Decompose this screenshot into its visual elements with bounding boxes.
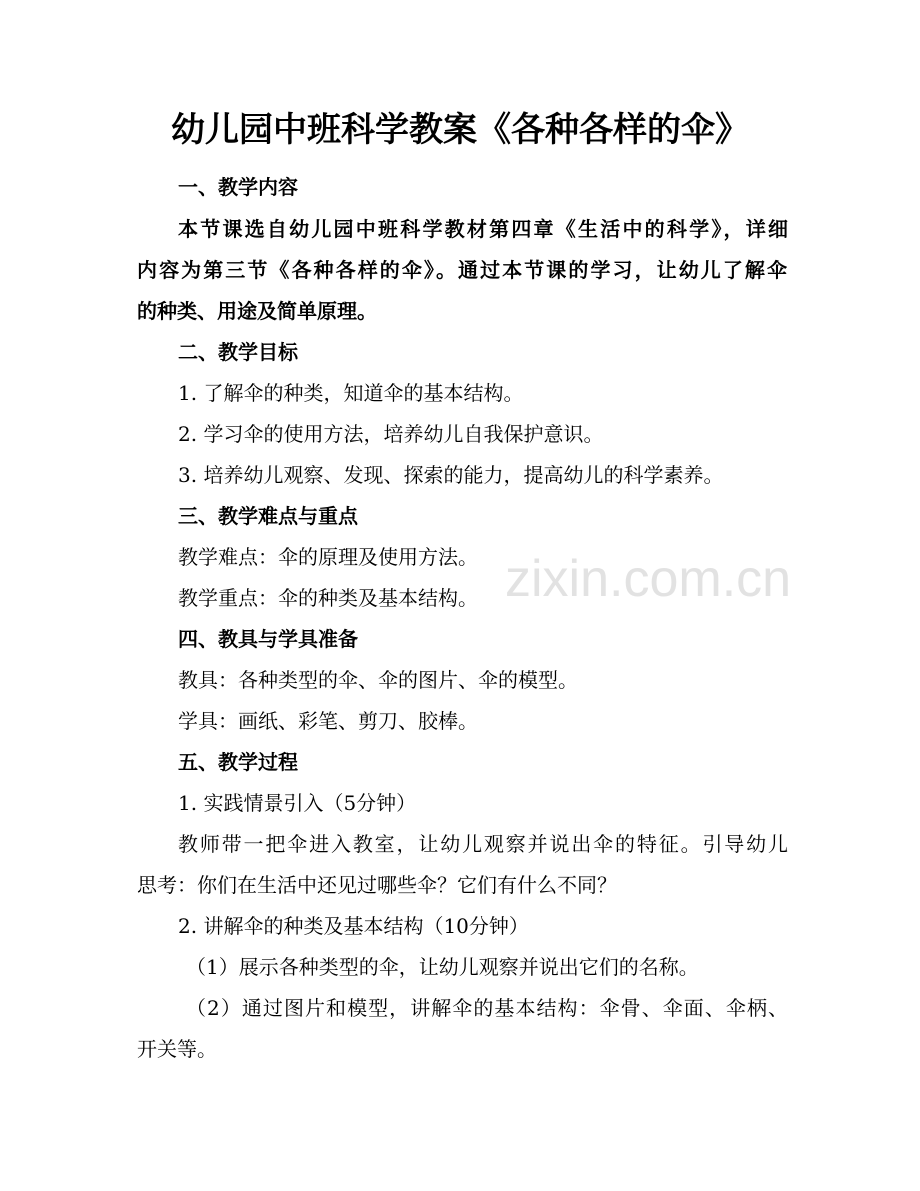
watermark: zixin.com.cn xyxy=(505,550,792,608)
goal-item: 3. 培养幼儿观察、发现、探索的能力，提高幼儿的科学素养。 xyxy=(178,463,724,487)
process-substep: （1）展示各种类型的伞，让幼儿观察并说出它们的名称。 xyxy=(186,955,699,979)
paragraph-line: 本节课选自幼儿园中班科学教材第四章《生活中的科学》，详细 xyxy=(178,217,788,241)
section-heading-difficulty: 三、教学难点与重点 xyxy=(178,504,358,528)
paragraph-line: 教师带一把伞进入教室，让幼儿观察并说出伞的特征。引导幼儿 xyxy=(178,832,788,856)
section-heading-process: 五、教学过程 xyxy=(178,750,298,774)
key-point-line: 教学重点：伞的种类及基本结构。 xyxy=(178,586,478,610)
section-heading-materials: 四、教具与学具准备 xyxy=(178,627,358,651)
paragraph-line: 的种类、用途及简单原理。 xyxy=(137,299,377,323)
difficulty-line: 教学难点：伞的原理及使用方法。 xyxy=(178,545,478,569)
paragraph-line: 开关等。 xyxy=(137,1037,217,1061)
section-heading-goals: 二、教学目标 xyxy=(178,340,298,364)
section-heading-content: 一、教学内容 xyxy=(178,175,298,199)
teacher-materials-line: 教具：各种类型的伞、伞的图片、伞的模型。 xyxy=(178,668,578,692)
paragraph-line: 思考：你们在生活中还见过哪些伞？它们有什么不同？ xyxy=(137,873,617,897)
student-materials-line: 学具：画纸、彩笔、剪刀、胶棒。 xyxy=(178,709,478,733)
process-step: 1. 实践情景引入（5分钟） xyxy=(178,791,417,815)
paragraph-line: 内容为第三节《各种各样的伞》。通过本节课的学习，让幼儿了解伞 xyxy=(137,258,787,282)
document-title: 幼儿园中班科学教案《各种各样的伞》 xyxy=(171,110,749,150)
process-substep: （2）通过图片和模型，讲解伞的基本结构：伞骨、伞面、伞柄、 xyxy=(186,996,788,1020)
process-step: 2. 讲解伞的种类及基本结构（10分钟） xyxy=(178,914,529,938)
goal-item: 2. 学习伞的使用方法，培养幼儿自我保护意识。 xyxy=(178,422,604,446)
goal-item: 1. 了解伞的种类，知道伞的基本结构。 xyxy=(178,381,524,405)
